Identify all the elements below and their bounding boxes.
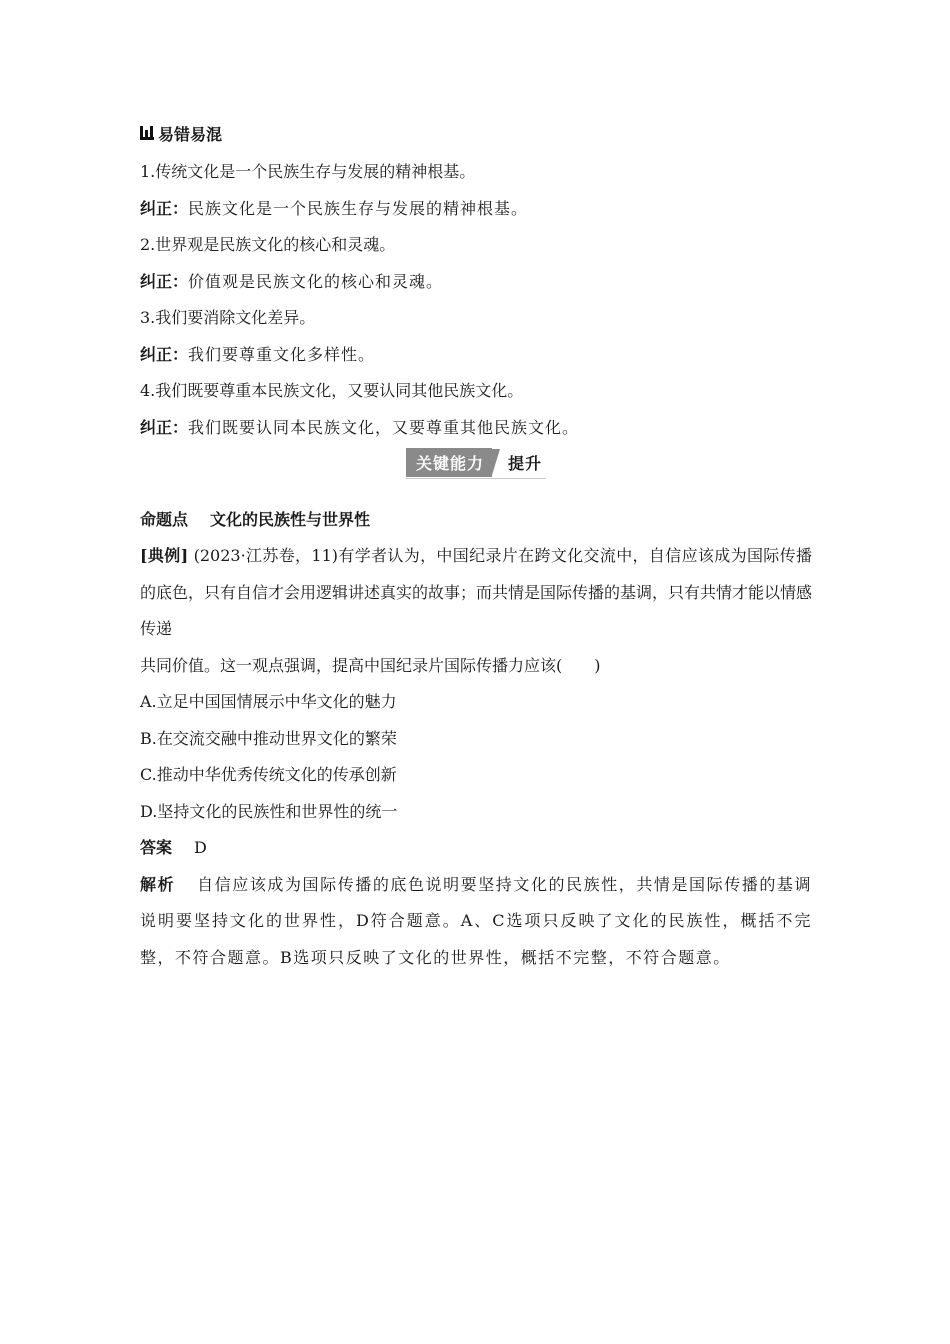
correction-2 [140, 264, 812, 301]
answer-label: 答案 [140, 838, 173, 857]
document-page [140, 120, 812, 976]
topic-title: 文化的民族性与世界性 [210, 510, 371, 529]
error-statement-1: 1.传统文化是一个民族生存与发展的精神根基。 [140, 162, 476, 181]
banner-left-text: 关键能力 [406, 448, 492, 477]
correction-4 [140, 410, 812, 447]
answer-value: D [194, 838, 207, 857]
correction-label: 纠正： [140, 344, 189, 364]
topic-label: 命题点 [140, 510, 189, 529]
example-stem-continued: 共同价值。这一观点强调，提高中国纪录片国际传播力应该( ) [140, 655, 601, 675]
bar-chart-icon [140, 126, 154, 140]
example-stem [140, 538, 812, 648]
analysis-label: 解析 [140, 874, 176, 894]
option-d: D.坚持文化的民族性和世界性的统一 [140, 801, 398, 821]
correction-text: 价值观是民族文化的核心和灵魂。 [188, 271, 444, 291]
example-tag: [典例] [140, 546, 189, 565]
error-statement-2: 2.世界观是民族文化的核心和灵魂。 [140, 235, 396, 254]
correction-label: 纠正： [140, 417, 189, 437]
example-stem-text: 有学者认为，中国纪录片在跨文化交流中，自信应该成为国际传播的底色，只有自信才会用逻辑讲述真实的故事；而共情是国际传播的基调，只有共情才能以情感传递 [140, 546, 813, 638]
correction-text: 我们要尊重文化多样性。 [188, 344, 376, 364]
section-banner [140, 448, 812, 490]
option-b: B.在交流交融中推动世界文化的繁荣 [140, 728, 397, 748]
error-section-title: 易错易混 [158, 124, 223, 144]
option-a: A.立足中国国情展示中华文化的魅力 [140, 692, 397, 711]
correction-label: 纠正： [140, 271, 189, 291]
option-c: C.推动中华优秀传统文化的传承创新 [140, 765, 397, 784]
correction-1 [140, 191, 812, 228]
correction-text: 我们既要认同本民族文化，又要尊重其他民族文化。 [188, 417, 580, 437]
correction-3 [140, 337, 812, 374]
correction-text: 民族文化是一个民族生存与发展的精神根基。 [188, 198, 529, 218]
correction-label: 纠正： [140, 198, 189, 218]
error-statement-4: 4.我们既要尊重本民族文化，又要认同其他民族文化。 [140, 381, 524, 400]
example-source: (2023·江苏卷，11) [193, 546, 338, 565]
error-statement-3: 3.我们要消除文化差异。 [140, 308, 316, 327]
analysis-paragraph [140, 867, 812, 977]
error-section-heading [140, 120, 812, 146]
analysis-text: 自信应该成为国际传播的底色说明要坚持文化的民族性，共情是国际传播的基调说明要坚持文化的世界性，D符合题意。A、C选项只反映了文化的民族性，概括不完整，不符合题意。B选项只反映了文化的世界性，概括不完整，不符合题意。 [140, 874, 812, 967]
answer-line [140, 830, 812, 867]
banner-right-text: 提升 [508, 453, 543, 473]
topic-heading [140, 502, 812, 538]
banner-slash [492, 449, 500, 475]
